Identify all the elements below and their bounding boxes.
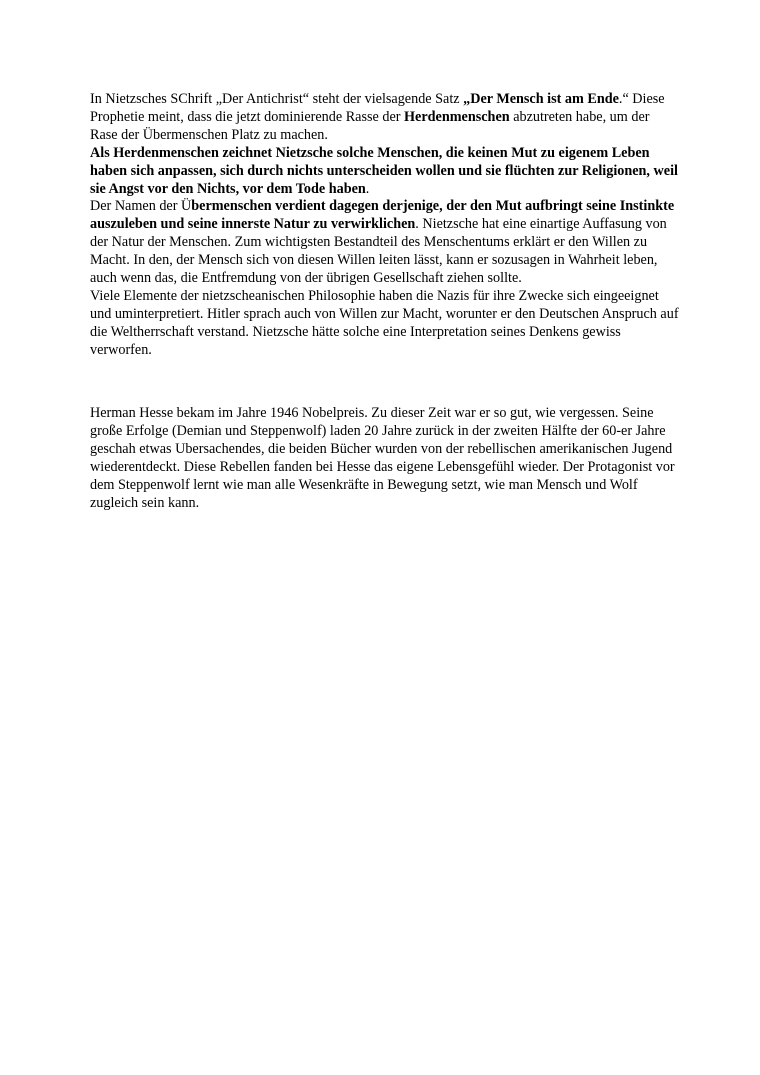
paragraph-antichrist (90, 91, 680, 145)
paragraph-hesse (90, 405, 680, 512)
paragraph-herdenmenschen (90, 145, 680, 199)
bold-definition: Als Herdenmenschen zeichnet Nietzsche solche Menschen, die keinen Mut zu eigenem Leben haben sich anpassen, sich durch nichts unterscheiden wollen und sie flüchten zur Religionen, weil sie Angst vor den Nichts, vor dem Tode haben (90, 144, 678, 197)
bold-definition: bermenschen verdient dagegen derjenige, der den Mut aufbringt seine Instinkte auszuleben und seine innerste Natur zu verwirklichen (90, 198, 675, 233)
text-run: In Nietzsches SChrift „Der Antichrist“ steht der vielsagende Satz (90, 91, 464, 107)
text-run: . Nietzsche hat eine einartige Auffasung von der Natur der Menschen. Zum wichtigsten Bestandteil des Menschentums erklärt er den Willen zu Macht. In den, der Mensch sich von diesen Willen leiten lässt, kann er sozusagen in Wahrheit leben, auch wenn das, die Entfremdung von der übrigen Gesellschaft ziehen sollte. (90, 216, 667, 287)
text-run: . (365, 180, 370, 197)
paragraph-uebermenschen (90, 198, 680, 288)
paragraph-nazis (90, 288, 680, 360)
hesse-section (90, 405, 680, 512)
bold-quote: „Der Mensch ist am Ende (463, 91, 619, 107)
bold-term-herdenmenschen: Herdenmenschen (404, 108, 510, 125)
text-run: Viele Elemente der nietzscheanischen Philosophie haben die Nazis für ihre Zwecke sich eingeeignet und uminterpretiert. Hitler sprach auch von Willen zur Macht, worunter er den Deutschen Anspruch auf die Weltherrschaft verstand. Nietzsche hätte solche eine Interpretation seines Denkens gewiss verworfen. (90, 287, 679, 358)
text-run: Herman Hesse bekam im Jahre 1946 Nobelpreis. Zu dieser Zeit war er so gut, wie vergessen. Seine große Erfolge (Demian und Steppenwolf) laden 20 Jahre zurück in der zweiten Hälfte der 60-er Jahre geschah etwas Ubersachendes, die beiden Bücher wurden von der rebellischen amerikanischen Jugend wiederentdeckt. Diese Rebellen fanden bei Hesse das eigene Lebensgefühl wieder. Der Protagonist vor dem Steppenwolf lernt wie man alle Wesenkräfte in Bewegung setzt, wie man Mensch und Wolf zugleich sein kann. (90, 405, 675, 511)
text-run: .“ Diese Prophetie meint, dass die jetzt dominierende Rasse der (90, 91, 665, 125)
nietzsche-section (90, 91, 680, 360)
text-run: Der Namen der Ü (90, 198, 192, 215)
text-run: abzutreten habe, um der Rase der Übermenschen Platz zu machen. (90, 108, 650, 143)
